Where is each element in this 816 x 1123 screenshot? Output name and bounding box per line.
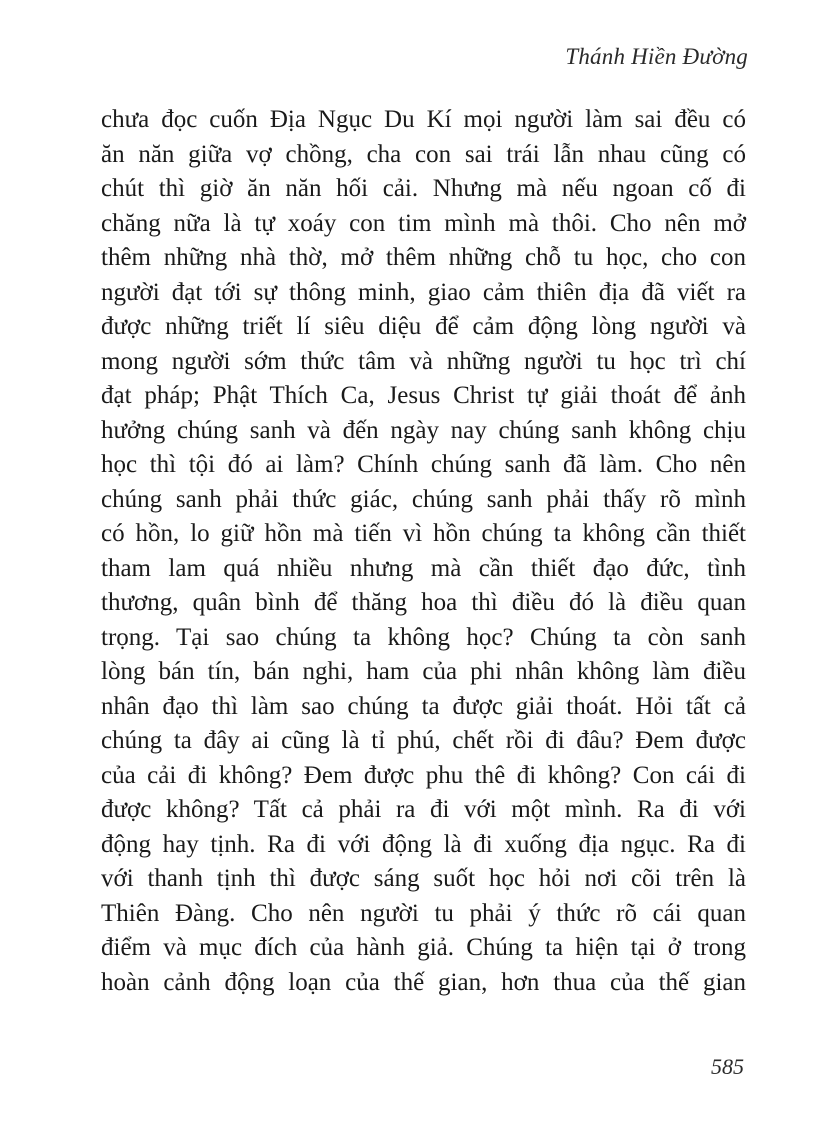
running-header: Thánh Hiền Đường [565,44,748,69]
text-line: đạt pháp; Phật Thích Ca, Jesus Christ tự giải thoát để ảnh [101,382,746,409]
page-number: 585 [711,1054,744,1079]
text-line: ăn năn giữa vợ chồng, cha con sai trái lẫn nhau cũng có [101,140,746,168]
text-line: chúng ta đây ai cũng là tỉ phú, chết rồi đi đâu? Đem được [101,727,746,754]
text-line: được không? Tất cả phải ra đi với một mình. Ra đi với [101,796,746,823]
body-text [101,103,746,1000]
text-line: với thanh tịnh thì được sáng suốt học hỏi nơi cõi trên là [101,865,746,892]
text-line: Thiên Đàng. Cho nên người tu phải ý thức rõ cái quan [101,899,746,927]
text-line: động hay tịnh. Ra đi với động là đi xuống địa ngục. Ra đi [101,830,746,858]
text-line: điểm và mục đích của hành giả. Chúng ta hiện tại ở trong [101,934,746,961]
text-line: thương, quân bình để thăng hoa thì điều đó là điều quan [101,589,746,616]
text-line: chưa đọc cuốn Địa Ngục Du Kí mọi người làm sai đều có [101,106,746,133]
text-line: của cải đi không? Đem được phu thê đi không? Con cái đi [101,761,746,789]
text-line: hưởng chúng sanh và đến ngày nay chúng sanh không chịu [101,416,746,444]
text-line: nhân đạo thì làm sao chúng ta được giải thoát. Hỏi tất cả [101,692,746,720]
text-line: chăng nữa là tự xoáy con tim mình mà thôi. Cho nên mở [101,209,746,237]
text-line: học thì tội đó ai làm? Chính chúng sanh đã làm. Cho nên [101,451,746,478]
text-line: thêm những nhà thờ, mở thêm những chỗ tu học, cho con [101,244,746,271]
text-line: tham lam quá nhiều nhưng mà cần thiết đạo đức, tình [101,554,746,582]
text-line: có hồn, lo giữ hồn mà tiến vì hồn chúng ta không cần thiết [101,520,746,547]
text-line: chút thì giờ ăn năn hối cải. Nhưng mà nếu ngoan cố đi [101,175,746,202]
text-line: người đạt tới sự thông minh, giao cảm thiên địa đã viết ra [101,278,746,306]
text-line: được những triết lí siêu diệu để cảm động lòng người và [101,313,746,340]
text-line: trọng. Tại sao chúng ta không học? Chúng ta còn sanh [101,623,746,651]
text-line: hoàn cảnh động loạn của thế gian, hơn thua của thế gian [101,968,746,996]
text-line: lòng bán tín, bán nghi, ham của phi nhân không làm điều [101,658,746,685]
text-line: chúng sanh phải thức giác, chúng sanh phải thấy rõ mình [101,485,746,513]
text-line: mong người sớm thức tâm và những người tu học trì chí [101,347,746,375]
